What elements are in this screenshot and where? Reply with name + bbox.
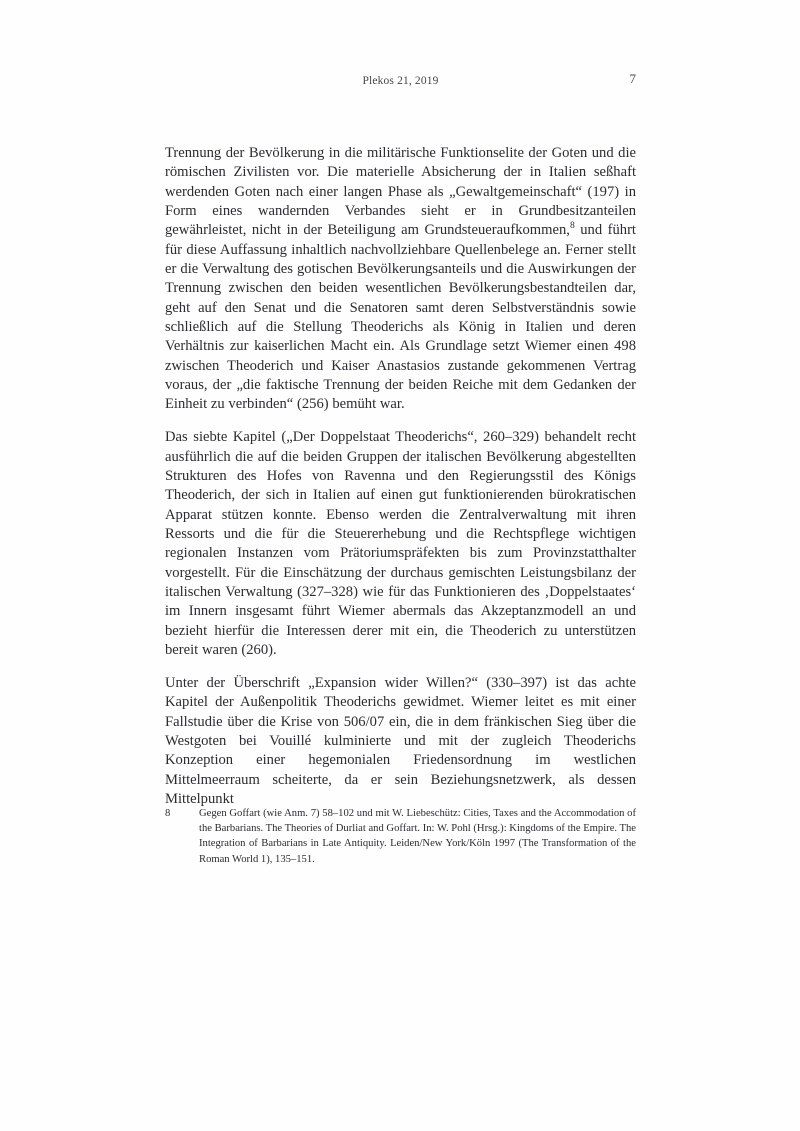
footnote-number: 8 — [165, 808, 171, 819]
paragraph-1-part-1: Trennung der Bevölkerung in die militärische Funktionselite der Goten und die römischen Zivilisten vor. Die materielle Absicherung der in Italien seßhaft werdenden Goten nach einer langen Phase als „Gewaltgemeinschaft“ (197) in Form eines wandernden Verbandes sieht er in Grundbesitzanteilen gewährleistet, nicht in der Beteiligung am Grundsteueraufkommen, — [165, 145, 636, 239]
footnote-reference-8[interactable]: 8 — [569, 220, 575, 232]
journal-title: Plekos 21, 2019 — [362, 75, 439, 87]
footnote-text: Gegen Goffart (wie Anm. 7) 58–102 und mit W. Liebeschütz: Cities, Taxes and the Accommodation of the Barbarians. The Theories of Durliat and Goffart. In: W. Pohl (Hrsg.): Kingdoms of the Empire. The Integration of Barbarians in Late Antiquity. Leiden/New York/Köln 1997 (The Transformation of the Roman World 1), 135–151. — [199, 808, 636, 865]
paragraph-1 — [165, 144, 636, 415]
paragraph-3: Unter der Überschrift „Expansion wider Willen?“ (330–397) ist das achte Kapitel der Außenpolitik Theoderichs gewidmet. Wiemer leitet es mit einer Fallstudie über die Krise von 506/07 ein, die in dem fränkischen Sieg über die Westgoten bei Vouillé kulminierte und mit der zugleich Theoderichs Konzeption einer hegemonialen Friedensordnung im westlichen Mittelmeerraum scheiterte, da er sein Beziehungsnetzwerk, als dessen Mittelpunkt — [165, 674, 636, 807]
page-number: 7 — [629, 71, 636, 86]
footnote-area — [165, 806, 636, 867]
paragraph-1-part-2: und führt für diese Auffassung inhaltlich nachvollziehbare Quellenbelege an. Ferner stellt er die Verwaltung des gotischen Bevölkerungsanteils und die Auswirkungen der Trennung zwischen den beiden wesentlichen Bevölkerungsbestandteilen dar, geht auf den Senat und die Senatoren samt deren Selbstverständnis sowie schließlich auf die Stellung Theoderichs als König in Italien und deren Verhältnis zur kaiserlichen Macht ein. Als Grundlage setzt Wiemer einen 498 zwischen Theoderich und Kaiser Anastasios zustande gekommenen Vertrag voraus, der „die faktische Trennung der beiden Reiche mit dem Gedanken der Einheit zu verbinden“ (256) bemüht war. — [165, 222, 636, 413]
paragraph-2: Das siebte Kapitel („Der Doppelstaat Theoderichs“, 260–329) behandelt recht ausführlich die auf die beiden Gruppen der italischen Bevölkerung abgestellten Strukturen des Hofes von Ravenna und den Regierungsstil des Königs Theoderich, der sich in Italien auf einen gut funktionierenden bürokratischen Apparat stützen konnte. Ebenso werden die Zentralverwaltung mit ihren Ressorts und die für die Steuererhebung und die Rechtspflege wichtigen regionalen Instanzen vom Prätoriumspräfekten bis zum Provinzstatthalter vorgestellt. Für die Einschätzung der durchaus gemischten Leistungsbilanz der italischen Verwaltung (327–328) wie für das Funktionieren des ‚Doppelstaates‘ im Innern insgesamt führt Wiemer abermals das Akzeptanzmodell an und bezieht hierfür die Interessen derer mit ein, die Theoderich zu unterstützen bereit waren (260). — [165, 429, 636, 659]
running-header — [165, 72, 636, 90]
footnote-item — [165, 806, 636, 867]
main-text-column — [165, 144, 636, 809]
